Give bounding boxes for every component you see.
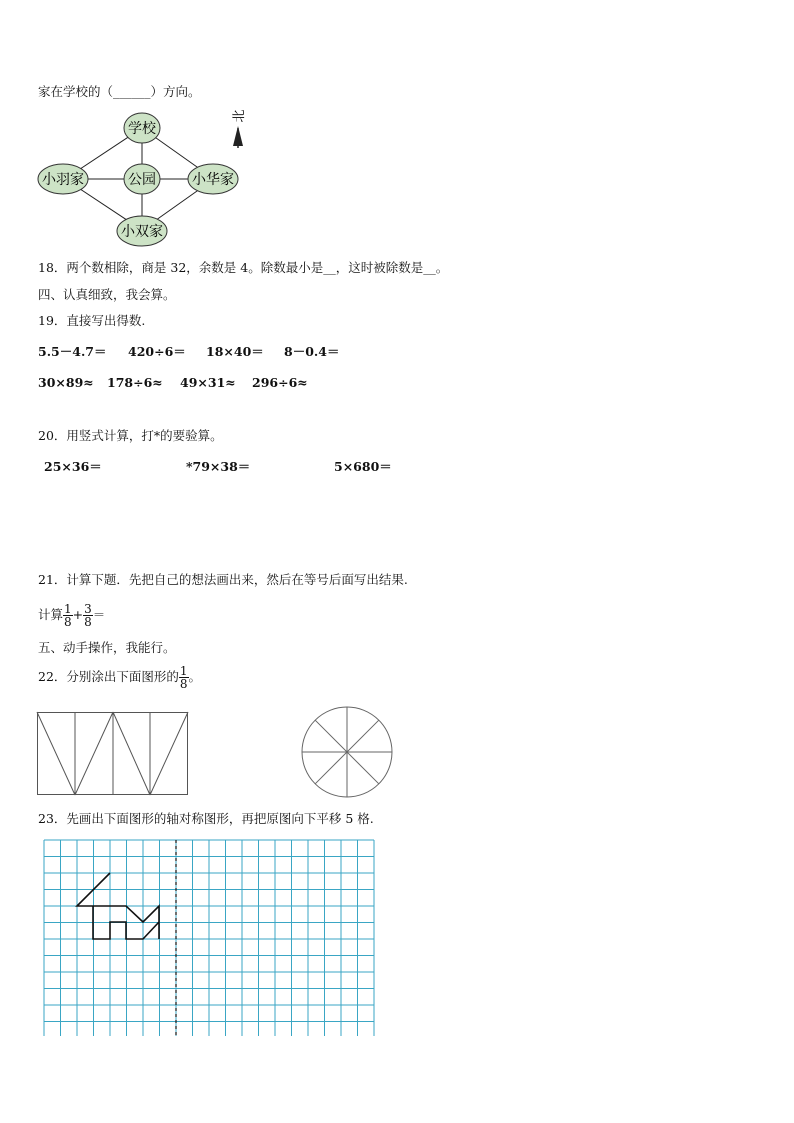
q21-title: 21．计算下题．先把自己的想法画出来，然后在等号后面写出结果. [38, 572, 408, 587]
node-xiaohua [188, 164, 238, 194]
fraction-numerator: 3 [84, 602, 92, 616]
fraction-numerator: 1 [179, 664, 188, 678]
circle-figure[interactable] [300, 705, 394, 799]
q19-item: 8－0.4＝ [284, 344, 340, 359]
fraction-denominator: 8 [64, 615, 72, 629]
fraction-denominator: 8 [179, 677, 188, 691]
q19-item: 30×89≈ [38, 375, 94, 390]
q19-title: 19．直接写出得数. [38, 313, 146, 328]
q22-title: 22．分别涂出下面图形的 [38, 669, 179, 684]
square-grid[interactable] [44, 840, 374, 1036]
north-arrow-icon [232, 109, 247, 148]
q20-title: 20．用竖式计算，打*的要验算。 [38, 428, 223, 443]
section5-heading: 五、动手操作，我能行。 [38, 640, 176, 655]
q20-item: 5×680＝ [334, 459, 392, 474]
q23-title: 23．先画出下面图形的轴对称图形，再把原图向下平移 5 格. [38, 811, 374, 826]
q22-title-line [38, 665, 201, 690]
q21-fraction-2 [83, 603, 93, 628]
q21-equals: ＝ [92, 607, 106, 622]
node-xiaoyu [38, 164, 88, 194]
node-school-label: 学校 [128, 121, 156, 137]
q21-expression [38, 603, 105, 628]
q21-fraction-1 [63, 603, 73, 628]
q19-item: 420÷6＝ [128, 344, 186, 359]
q19-item: 178÷6≈ [107, 375, 163, 390]
section4-heading: 四、认真细致，我会算。 [38, 287, 176, 302]
q20-item: *79×38＝ [186, 459, 251, 474]
q19-item: 49×31≈ [180, 375, 236, 390]
fraction-numerator: 1 [64, 602, 72, 616]
node-school [124, 113, 160, 143]
q19-item: 296÷6≈ [252, 375, 308, 390]
direction-diagram [30, 104, 290, 264]
north-label: 北 [232, 109, 247, 123]
node-xiaoshuang [117, 216, 167, 246]
node-xiaoshuang-label: 小双家 [121, 224, 163, 240]
q17-text: 家在学校的（______）方向。 [38, 84, 201, 99]
q19-item: 5.5－4.7＝ [38, 344, 107, 359]
q18-text: 18．两个数相除，商是 32，余数是 4。除数最小是__，这时被除数是__。 [38, 260, 449, 275]
q20-item: 25×36＝ [44, 459, 102, 474]
fraction-denominator: 8 [84, 615, 92, 629]
q21-plus: + [72, 607, 84, 622]
rectangle-figure[interactable] [37, 712, 189, 796]
node-xiaohua-label: 小华家 [192, 172, 234, 188]
node-xiaoyu-label: 小羽家 [42, 172, 84, 188]
node-park [124, 164, 160, 194]
q22-end: 。 [188, 669, 202, 684]
q21-prefix: 计算 [38, 607, 64, 622]
node-park-label: 公园 [128, 172, 156, 188]
q22-fraction [179, 665, 189, 690]
q19-item: 18×40＝ [206, 344, 264, 359]
